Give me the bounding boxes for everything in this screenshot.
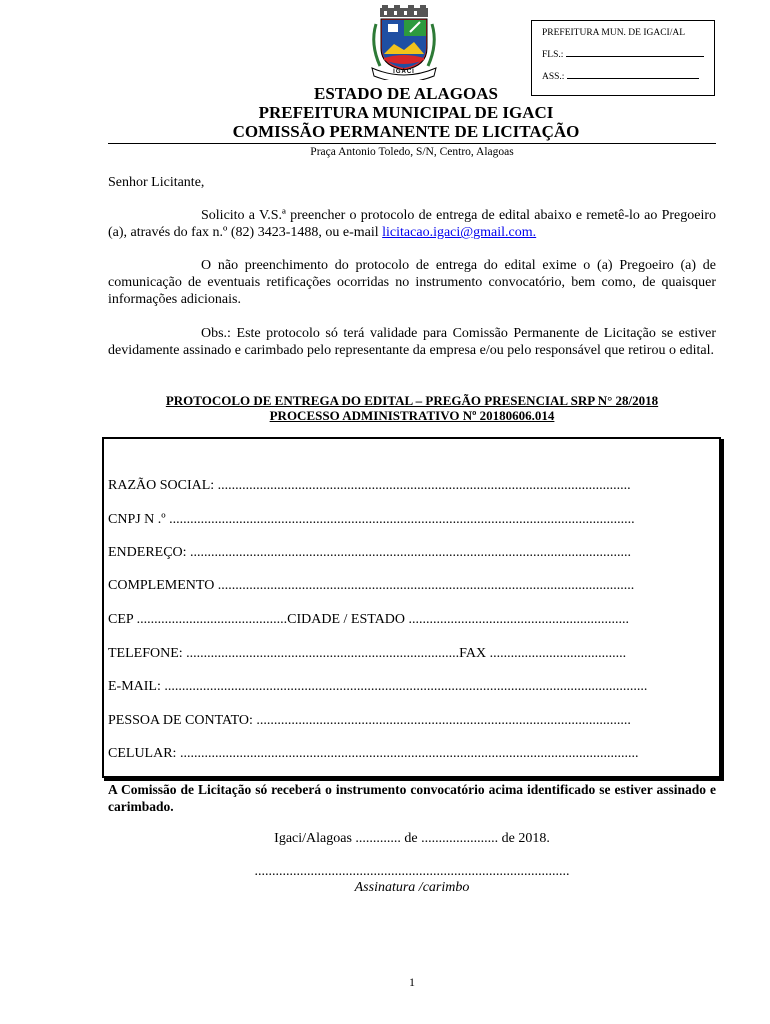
header-commission: COMISSÃO PERMANENTE DE LICITAÇÃO (232, 122, 580, 141)
page-number: 1 (409, 975, 415, 989)
greeting: Senhor Licitante, (108, 175, 205, 190)
header-divider (108, 143, 716, 144)
crest-ribbon-text: IGACI (393, 69, 415, 75)
paragraph-observation: Obs.: Este protocolo só terá validade para Comissão Permanente de Licitação se estiver devidamente assinado e carimbado pelo representante da empresa e/ou pelo responsável que retirou o edital. (108, 326, 716, 358)
stamp-ass-label: ASS.: (542, 72, 565, 82)
contato-field[interactable]: PESSOA DE CONTATO: ........................................................................................................... (108, 713, 631, 728)
protocol-title: PROTOCOLO DE ENTREGA DO EDITAL – PREGÃO PRESENCIAL SRP N° 28/2018 (165, 393, 659, 408)
paragraph-warning: O não preenchimento do protocolo de entrega do edital exime o (a) Pregoeiro (a) de comunicação de eventuais retificações ocorridas no instrumento convocatório, bem como, de quaisquer informações adicionais. (108, 258, 716, 307)
endereco-field[interactable]: ENDEREÇO: .............................................................................................................................. (108, 545, 632, 560)
telefone-fax-field[interactable]: TELEFONE: ..............................................................................FAX ....................................... (108, 646, 627, 661)
email-link[interactable]: licitacao.igaci@gmail.com. (382, 225, 537, 240)
celular-field[interactable]: CELULAR: ................................................................................................................................... (108, 746, 639, 761)
razao-social-field[interactable]: RAZÃO SOCIAL: ...................................................................................................................... (108, 478, 631, 493)
coat-of-arms (366, 4, 442, 80)
paragraph-request (108, 207, 716, 241)
protocol-process: PROCESSO ADMINISTRATIVO Nº 20180606.014 (269, 408, 555, 423)
stamp-fls-label: FLS.: (542, 50, 564, 60)
cep-cidade-field[interactable]: CEP ...........................................CIDADE / ESTADO ............................................................... (108, 612, 630, 627)
header-address: Praça Antonio Toledo, S/N, Centro, Alagoas (310, 146, 514, 158)
cnpj-field[interactable]: CNPJ N .º ..................................................................................................................................... (108, 512, 635, 527)
stamp-fls-line (566, 56, 704, 57)
acceptance-notice: A Comissão de Licitação só receberá o instrumento convocatório acima identificado se estiver assinado e carimbado. (108, 782, 716, 814)
complemento-field[interactable]: COMPLEMENTO ....................................................................................................................... (108, 578, 635, 593)
email-field[interactable]: E-MAIL: .......................................................................................................................................... (108, 679, 648, 694)
signature-line[interactable]: .......................................................................................... (254, 864, 570, 879)
stamp-fls-row (542, 49, 714, 71)
stamp-ass-line (567, 78, 699, 79)
stamp-org: PREFEITURA MUN. DE IGACI/AL (542, 28, 686, 38)
header-municipality: PREFEITURA MUNICIPAL DE IGACI (258, 103, 554, 122)
paragraph-request-text: Solicito a V.S.ª preencher o protocolo de entrega de edital abaixo e remetê-lo ao Pregoeiro (a), através do fax n.º (82) 3423-1488, ou e-mail (108, 208, 716, 240)
header-state: ESTADO DE ALAGOAS (314, 84, 498, 103)
date-line[interactable]: Igaci/Alagoas ............. de ...................... de 2018. (274, 831, 550, 846)
signature-label: Assinatura /carimbo (354, 880, 470, 895)
